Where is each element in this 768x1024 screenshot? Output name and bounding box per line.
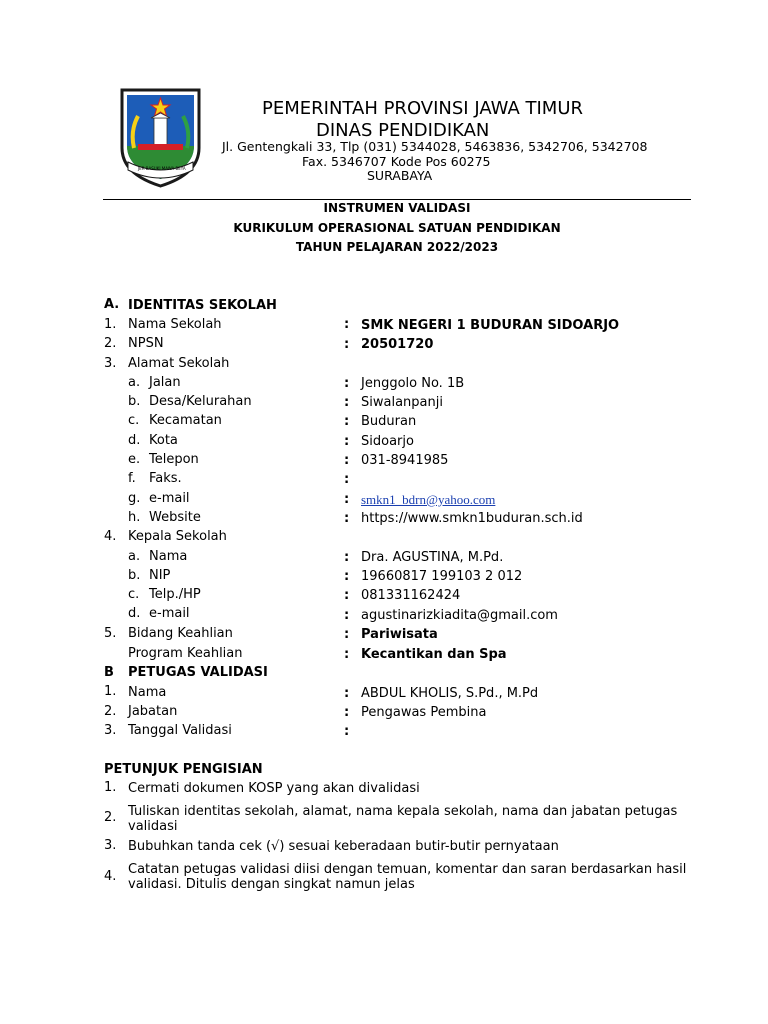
value-kepala-email: agustinarizkiadita@gmail.com <box>361 608 558 623</box>
colon: : <box>344 414 350 429</box>
sub-number: b. <box>128 394 141 409</box>
email-link[interactable]: smkn1_bdrn@yahoo.com <box>361 492 496 507</box>
instruction-text-cont: validasi <box>128 819 178 834</box>
header-divider <box>103 199 691 200</box>
instruction-number: 3. <box>104 838 117 853</box>
value-kepala-nama: Dra. AGUSTINA, M.Pd. <box>361 550 504 565</box>
value-jalan: Jenggolo No. 1B <box>361 376 465 391</box>
colon: : <box>344 550 350 565</box>
row-number: 2. <box>104 704 117 719</box>
value-program-keahlian: Kecantikan dan Spa <box>361 647 507 662</box>
colon: : <box>344 705 350 720</box>
instructions-title: PETUNJUK PENGISIAN <box>104 762 263 777</box>
section-b-title: PETUGAS VALIDASI <box>128 665 268 680</box>
header-city: SURABAYA <box>367 168 433 183</box>
label-desa: Desa/Kelurahan <box>149 394 252 409</box>
label-tanggal-validasi: Tanggal Validasi <box>128 723 232 738</box>
doc-title-1: INSTRUMEN VALIDASI <box>323 201 471 215</box>
instruction-number: 2. <box>104 810 117 825</box>
label-bidang-keahlian: Bidang Keahlian <box>128 626 233 641</box>
header-government: PEMERINTAH PROVINSI JAWA TIMUR <box>262 98 584 119</box>
colon: : <box>344 588 350 603</box>
header-department: DINAS PENDIDIKAN <box>316 120 490 141</box>
label-email: e-mail <box>149 491 190 506</box>
header-address: Jl. Gentengkali 33, Tlp (031) 5344028, 5463836, 5342706, 5342708 <box>222 139 648 154</box>
instruction-number: 1. <box>104 780 117 795</box>
sub-number: c. <box>128 413 140 428</box>
colon: : <box>344 395 350 410</box>
sub-number: c. <box>128 587 140 602</box>
jawa-timur-logo <box>118 86 203 189</box>
section-b-letter: B <box>104 665 114 680</box>
colon: : <box>344 337 350 352</box>
doc-title-2: KURIKULUM OPERASIONAL SATUAN PENDIDIKAN <box>233 221 561 235</box>
sub-number: a. <box>128 549 141 564</box>
label-kepala-email: e-mail <box>149 606 190 621</box>
label-jalan: Jalan <box>149 375 181 390</box>
sub-number: e. <box>128 452 141 467</box>
label-telp: Telp./HP <box>149 587 201 602</box>
instruction-text: Cermati dokumen KOSP yang akan divalidasi <box>128 781 420 796</box>
instruction-text: Catatan petugas validasi diisi dengan temuan, komentar dan saran berdasarkan hasil <box>128 862 687 877</box>
colon: : <box>344 724 350 739</box>
logo-ribbon-text: JER BASUKI MAWA BEYA <box>138 166 186 171</box>
colon: : <box>344 569 350 584</box>
colon: : <box>344 472 350 487</box>
instruction-text: Tuliskan identitas sekolah, alamat, nama kepala sekolah, nama dan jabatan petugas <box>128 804 678 819</box>
colon: : <box>344 686 350 701</box>
label-nip: NIP <box>149 568 171 583</box>
sub-number: b. <box>128 568 141 583</box>
row-number: 1. <box>104 684 117 699</box>
sub-number: a. <box>128 375 141 390</box>
row-number: 1. <box>104 317 117 332</box>
value-telp: 081331162424 <box>361 588 461 603</box>
section-a-letter: A. <box>104 297 120 312</box>
colon: : <box>344 453 350 468</box>
row-number: 3. <box>104 356 117 371</box>
colon: : <box>344 608 350 623</box>
header-fax: Fax. 5346707 Kode Pos 60275 <box>302 154 491 169</box>
colon: : <box>344 492 350 507</box>
sub-number: h. <box>128 510 141 525</box>
value-website: https://www.smkn1buduran.sch.id <box>361 511 583 526</box>
value-npsn: 20501720 <box>361 337 434 352</box>
value-nip: 19660817 199103 2 012 <box>361 569 523 584</box>
colon: : <box>344 317 350 332</box>
colon: : <box>344 627 350 642</box>
label-telepon: Telepon <box>149 452 199 467</box>
label-jabatan: Jabatan <box>128 704 178 719</box>
row-number: 4. <box>104 529 117 544</box>
colon: : <box>344 511 350 526</box>
row-number: 2. <box>104 336 117 351</box>
label-nama-sekolah: Nama Sekolah <box>128 317 222 332</box>
label-website: Website <box>149 510 201 525</box>
colon: : <box>344 376 350 391</box>
label-kepala-nama: Nama <box>149 549 188 564</box>
label-alamat-sekolah: Alamat Sekolah <box>128 356 230 371</box>
label-npsn: NPSN <box>128 336 164 351</box>
section-a-title: IDENTITAS SEKOLAH <box>128 298 277 313</box>
sub-number: f. <box>128 471 136 486</box>
value-desa: Siwalanpanji <box>361 395 443 410</box>
label-faks: Faks. <box>149 471 182 486</box>
colon: : <box>344 647 350 662</box>
value-kecamatan: Buduran <box>361 414 417 429</box>
instruction-number: 4. <box>104 869 117 884</box>
value-bidang-keahlian: Pariwisata <box>361 627 438 642</box>
row-number: 3. <box>104 723 117 738</box>
label-kecamatan: Kecamatan <box>149 413 222 428</box>
label-kepala-sekolah: Kepala Sekolah <box>128 529 227 544</box>
sub-number: d. <box>128 606 141 621</box>
colon: : <box>344 434 350 449</box>
label-petugas-nama: Nama <box>128 685 167 700</box>
label-program-keahlian: Program Keahlian <box>128 646 243 661</box>
value-petugas-nama: ABDUL KHOLIS, S.Pd., M.Pd <box>361 686 539 701</box>
sub-number: g. <box>128 491 141 506</box>
doc-title-3: TAHUN PELAJARAN 2022/2023 <box>295 240 499 254</box>
row-number: 5. <box>104 626 117 641</box>
value-jabatan: Pengawas Pembina <box>361 705 487 720</box>
value-nama-sekolah: SMK NEGERI 1 BUDURAN SIDOARJO <box>361 318 620 333</box>
value-kota: Sidoarjo <box>361 434 414 449</box>
instruction-text-cont: validasi. Ditulis dengan singkat namun jelas <box>128 877 415 892</box>
sub-number: d. <box>128 433 141 448</box>
label-kota: Kota <box>149 433 178 448</box>
value-telepon: 031-8941985 <box>361 453 449 468</box>
instruction-text: Bubuhkan tanda cek (√) sesuai keberadaan butir-butir pernyataan <box>128 839 559 854</box>
